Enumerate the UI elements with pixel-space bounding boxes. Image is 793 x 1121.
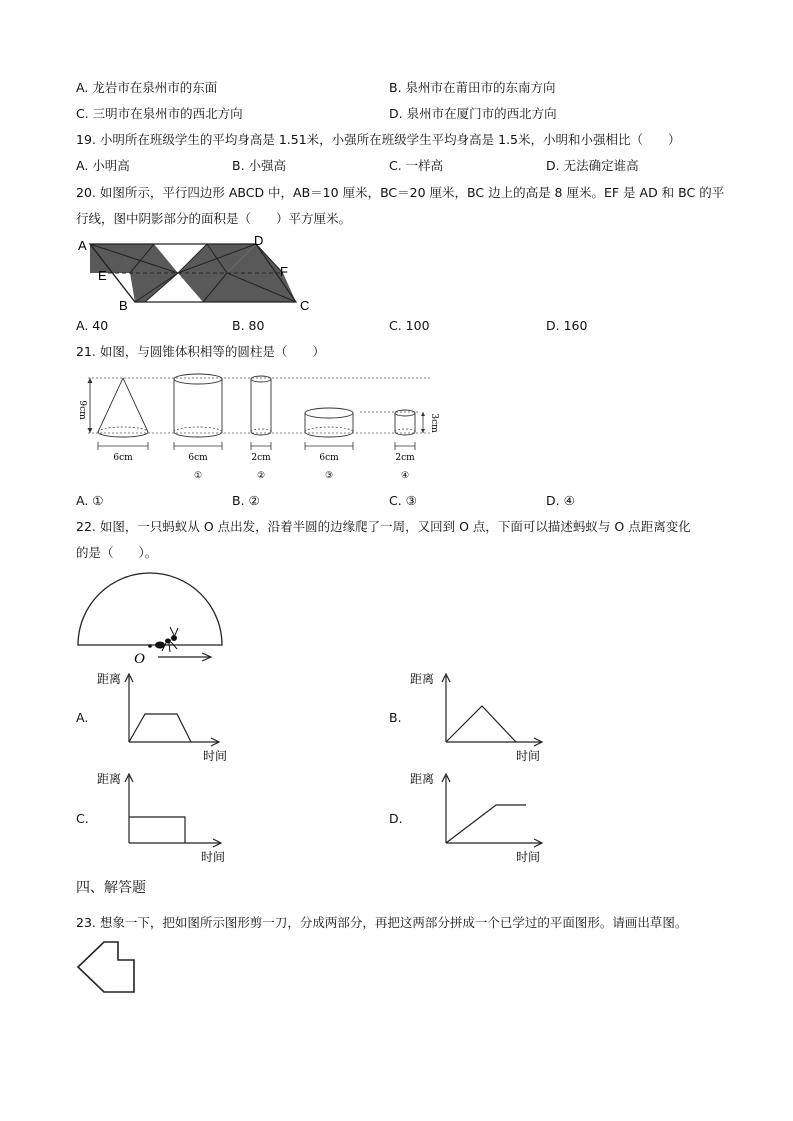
parallelogram-figure	[70, 232, 330, 317]
graph-c-line	[129, 817, 185, 843]
cylinder-2-base-label: 2cm	[251, 453, 271, 463]
q18-option-d: D. 泉州市在厦门市的西北方向	[389, 106, 557, 121]
q20-option-d: D. 160	[546, 318, 588, 333]
cylinder-1-number: ①	[193, 471, 203, 481]
label-d: D	[254, 233, 264, 248]
q20-question-line2: 行线，图中阴影部分的面积是（ ）平方厘米。	[76, 211, 352, 226]
label-c: C	[300, 298, 310, 313]
graph-c-ylabel: 距离	[97, 772, 122, 786]
q18-option-b: B. 泉州市在莆田市的东南方向	[389, 80, 556, 95]
semicircle	[78, 573, 222, 645]
cylinder-4-number: ④	[400, 471, 410, 481]
ant-icon	[155, 627, 178, 652]
q21-option-d: D. ④	[546, 493, 575, 508]
q21-question: 21. 如图，与圆锥体积相等的圆柱是（ ）	[76, 344, 325, 359]
label-b: B	[119, 298, 128, 313]
height-3cm-label: 3cm	[429, 413, 439, 433]
q20-option-a: A. 40	[76, 318, 109, 333]
q21-option-a: A. ①	[76, 493, 104, 508]
cone-base-label: 6cm	[113, 453, 133, 463]
q22-question-line2: 的是（ ）。	[76, 545, 158, 560]
origin-label: O	[134, 651, 145, 667]
graph-b-line	[446, 706, 516, 742]
q22-question-line1: 22. 如图，一只蚂蚁从 O 点出发，沿着半圆的边缘爬了一周，又回到 O 点，下面可以描述蚂蚁与 O 点距离变化	[76, 519, 691, 534]
q19-option-d: D. 无法确定谁高	[546, 158, 639, 173]
graph-b-ylabel: 距离	[410, 672, 435, 686]
height-9cm-label: 9cm	[77, 400, 87, 420]
cone	[98, 378, 148, 437]
graph-a-line	[129, 714, 191, 742]
q21-option-c: C. ③	[389, 493, 417, 508]
graph-d-ylabel: 距离	[410, 772, 435, 786]
graph-c-xlabel: 时间	[201, 850, 226, 864]
cylinder-4	[395, 410, 415, 435]
cylinder-2	[251, 376, 271, 435]
cylinder-2-number: ②	[256, 471, 266, 481]
cone-cylinder-figure	[70, 370, 440, 485]
graph-b-xlabel: 时间	[516, 749, 541, 763]
cylinder-3-number: ③	[324, 471, 334, 481]
q19-option-a: A. 小明高	[76, 158, 130, 173]
q19-option-c: C. 一样高	[389, 158, 444, 173]
cylinder-4-base-label: 2cm	[395, 453, 415, 463]
cylinder-1-base-label: 6cm	[188, 453, 208, 463]
q19-option-b: B. 小强高	[232, 158, 287, 173]
graph-d-xlabel: 时间	[516, 850, 541, 864]
graph-b	[408, 668, 558, 766]
semicircle-ant-figure	[70, 565, 230, 670]
q22-option-c: C.	[76, 811, 89, 826]
q20-option-c: C. 100	[389, 318, 430, 333]
q18-option-c: C. 三明市在泉州市的西北方向	[76, 106, 243, 121]
q19-question: 19. 小明所在班级学生的平均身高是 1.51米，小强所在班级学生平均身高是 1.5米，小明和小强相比（ ）	[76, 132, 681, 147]
section-title: 四、解答题	[76, 880, 146, 896]
irregular-shape	[78, 942, 134, 992]
graph-d-line	[446, 805, 526, 843]
graph-c	[95, 768, 245, 866]
q18-option-a: A. 龙岩市在泉州市的东面	[76, 80, 218, 95]
graph-d	[408, 768, 558, 866]
q21-option-b: B. ②	[232, 493, 260, 508]
graph-a-xlabel: 时间	[203, 749, 228, 763]
q22-option-b: B.	[389, 710, 402, 725]
graph-a-ylabel: 距离	[97, 672, 122, 686]
cylinder-3-base-label: 6cm	[319, 453, 339, 463]
q22-option-a: A.	[76, 710, 89, 725]
cut-shape-figure	[74, 940, 139, 996]
label-f: F	[280, 264, 288, 279]
q20-question-line1: 20. 如图所示，平行四边形 ABCD 中，AB＝10 厘米，BC＝20 厘米，BC 边上的高是 8 厘米。EF 是 AD 和 BC 的平	[76, 185, 725, 200]
q22-option-d: D.	[389, 811, 403, 826]
q20-option-b: B. 80	[232, 318, 265, 333]
label-a: A	[78, 238, 87, 253]
q23-question: 23. 想象一下，把如图所示图形剪一刀，分成两部分，再把这两部分拼成一个已学过的平面图形。请画出草图。	[76, 915, 688, 930]
label-e: E	[98, 268, 107, 283]
cylinder-1	[174, 374, 222, 437]
graph-a	[95, 668, 245, 766]
